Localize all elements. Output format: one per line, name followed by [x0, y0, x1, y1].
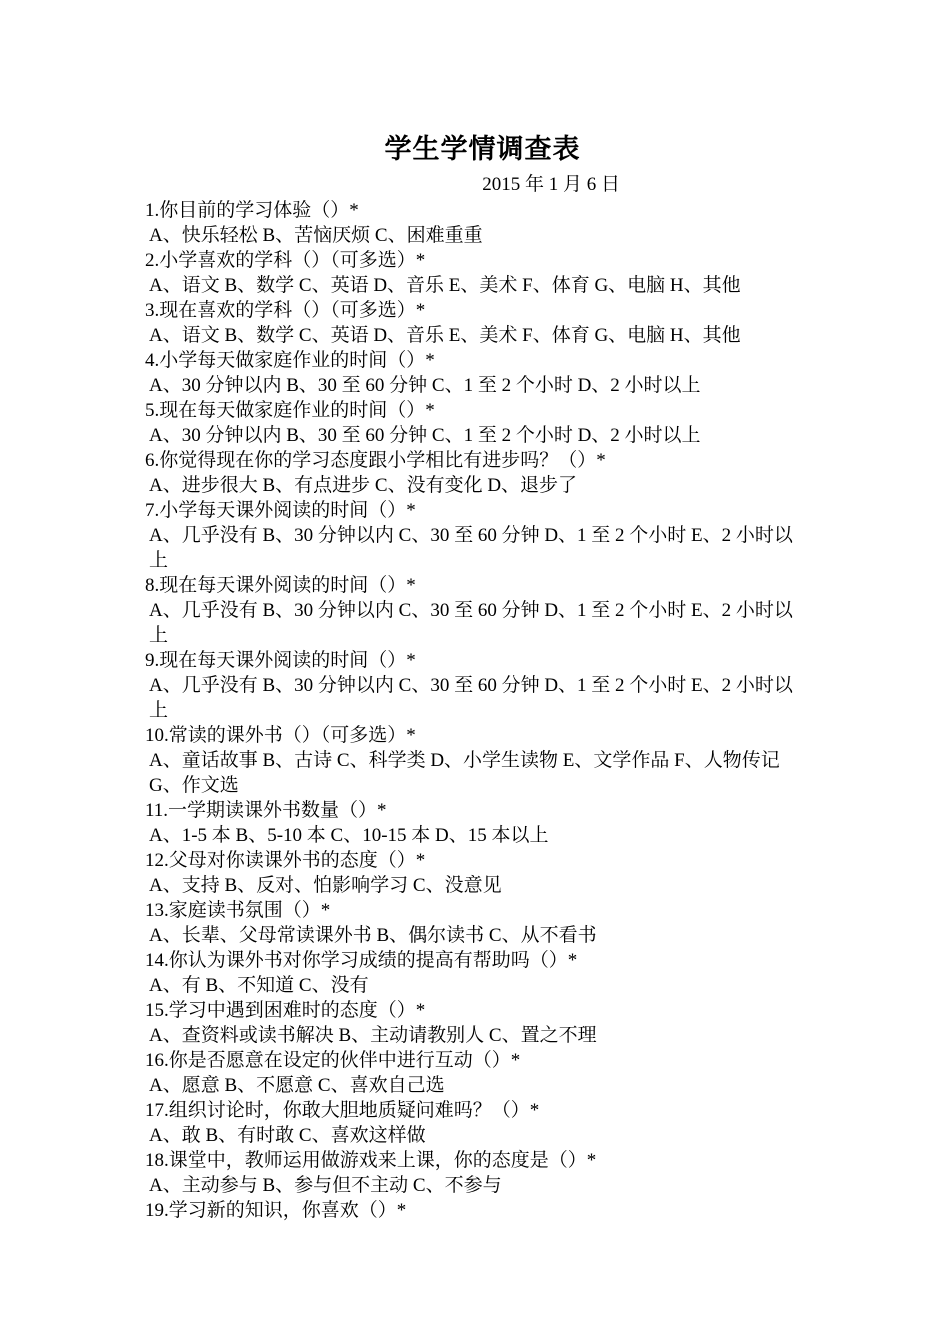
question-options: A、快乐轻松 B、苦恼厌烦 C、困难重重: [149, 225, 483, 246]
question-options: A、几乎没有 B、30 分钟以内 C、30 至 60 分钟 D、1 至 2 个小时 E、2 小时以上: [149, 525, 793, 571]
question-item: [145, 998, 810, 1048]
question-item: [145, 398, 810, 448]
question-options: A、进步很大 B、有点进步 C、没有变化 D、退步了: [149, 475, 578, 496]
question-text: 5.现在每天做家庭作业的时间（）*: [145, 400, 435, 421]
document-date: 2015 年 1 月 6 日: [482, 174, 620, 195]
question-text: 13.家庭读书氛围（）*: [145, 900, 331, 921]
question-text: 10.常读的课外书（）（可多选）*: [145, 725, 416, 746]
question-item: [145, 348, 810, 398]
document-page: [145, 128, 810, 1223]
question-options: A、愿意 B、不愿意 C、喜欢自己选: [149, 1075, 445, 1096]
question-options: A、30 分钟以内 B、30 至 60 分钟 C、1 至 2 个小时 D、2 小时以上: [149, 425, 701, 446]
question-item: [145, 1148, 810, 1198]
question-text: 19.学习新的知识，你喜欢（）*: [145, 1200, 407, 1221]
question-options: A、敢 B、有时敢 C、喜欢这样做: [149, 1125, 426, 1146]
document-title: 学生学情调查表: [384, 134, 581, 165]
question-item: [145, 798, 810, 848]
question-item: [145, 448, 810, 498]
question-options: A、1-5 本 B、5-10 本 C、10-15 本 D、15 本以上: [149, 825, 549, 846]
question-options: A、支持 B、反对、怕影响学习 C、没意见: [149, 875, 502, 896]
question-options: A、主动参与 B、参与但不主动 C、不参与: [149, 1175, 502, 1196]
question-options: A、有 B、不知道 C、没有: [149, 975, 369, 996]
question-list: [145, 198, 810, 1223]
question-text: 12.父母对你读课外书的态度（）*: [145, 850, 426, 871]
question-text: 4.小学每天做家庭作业的时间（）*: [145, 350, 435, 371]
question-text: 3.现在喜欢的学科（）（可多选）*: [145, 300, 426, 321]
question-item: [145, 298, 810, 348]
question-text: 17.组织讨论时，你敢大胆地质疑问难吗？（）*: [145, 1100, 540, 1121]
question-options: A、几乎没有 B、30 分钟以内 C、30 至 60 分钟 D、1 至 2 个小时 E、2 小时以上: [149, 675, 793, 721]
question-text: 18.课堂中，教师运用做游戏来上课，你的态度是（）*: [145, 1150, 597, 1171]
question-options: A、长辈、父母常读课外书 B、偶尔读书 C、从不看书: [149, 925, 597, 946]
question-item: [145, 898, 810, 948]
question-text: 16.你是否愿意在设定的伙伴中进行互动（）*: [145, 1050, 521, 1071]
question-item: [145, 1048, 810, 1098]
question-options: A、童话故事 B、古诗 C、科学类 D、小学生读物 E、文学作品 F、人物传记 G、作文选: [149, 750, 780, 796]
question-text: 7.小学每天课外阅读的时间（）*: [145, 500, 416, 521]
question-text: 14.你认为课外书对你学习成绩的提高有帮助吗（）*: [145, 950, 578, 971]
question-options: A、30 分钟以内 B、30 至 60 分钟 C、1 至 2 个小时 D、2 小时以上: [149, 375, 701, 396]
question-item: [145, 723, 810, 798]
question-text: 15.学习中遇到困难时的态度（）*: [145, 1000, 426, 1021]
question-options: A、语文 B、数学 C、英语 D、音乐 E、美术 F、体育 G、电脑 H、其他: [149, 325, 741, 346]
question-item: [145, 198, 810, 248]
question-item: [145, 848, 810, 898]
question-item: [145, 648, 810, 723]
question-item: [145, 948, 810, 998]
question-item: [145, 1098, 810, 1148]
question-item: [145, 248, 810, 298]
question-text: 1.你目前的学习体验（）*: [145, 200, 359, 221]
question-text: 11.一学期读课外书数量（）*: [145, 800, 387, 821]
question-text: 6.你觉得现在你的学习态度跟小学相比有进步吗？（）*: [145, 450, 606, 471]
question-text: 8.现在每天课外阅读的时间（）*: [145, 575, 416, 596]
question-item: [145, 498, 810, 573]
question-options: A、查资料或读书解决 B、主动请教别人 C、置之不理: [149, 1025, 597, 1046]
question-text: 9.现在每天课外阅读的时间（）*: [145, 650, 416, 671]
question-item: [145, 1198, 810, 1223]
question-options: A、几乎没有 B、30 分钟以内 C、30 至 60 分钟 D、1 至 2 个小时 E、2 小时以上: [149, 600, 793, 646]
question-item: [145, 573, 810, 648]
question-options: A、语文 B、数学 C、英语 D、音乐 E、美术 F、体育 G、电脑 H、其他: [149, 275, 741, 296]
question-text: 2.小学喜欢的学科（）（可多选）*: [145, 250, 426, 271]
